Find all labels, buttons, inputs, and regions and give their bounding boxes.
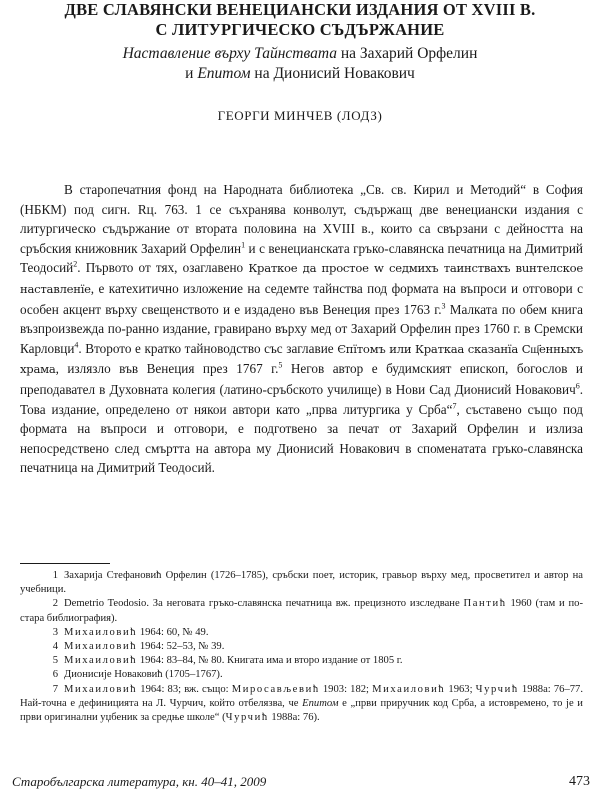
footnote-ref-3[interactable]: 3 [441, 301, 446, 311]
cited-author: Пантић [463, 598, 507, 610]
footnote-4 [20, 640, 583, 654]
cited-author: Михаиловић [64, 641, 138, 653]
footnote-text: 1963; [445, 683, 476, 695]
footnote-text: 1988а: 76). [268, 712, 320, 724]
footnote-text: 1964: 83; вж. също: [137, 683, 232, 695]
footnote-6 [20, 668, 583, 682]
subtitle-line-2 [0, 64, 600, 84]
body-text: , излязло във Венеция през 1767 г. [55, 361, 279, 377]
footnote-number: 1 [52, 570, 58, 581]
title-line-1: ДВЕ СЛАВЯНСКИ ВЕНЕЦИАНСКИ ИЗДАНИЯ ОТ XVIII В. [64, 0, 536, 19]
cited-author: Миросављевић [231, 683, 320, 695]
cited-author: Чурчић [225, 712, 269, 724]
footnote-text: 1964: 83–84, № 80. Книгата има и второ издание от 1805 г. [137, 655, 403, 667]
journal-citation: Старобългарска литература, кн. 40–41, 2009 [12, 774, 267, 789]
cited-author: Михаиловић [64, 655, 138, 667]
church-slavonic-title-1: Краткое да простое w седмихъ таинствахъ вuнтелское наставленїе [20, 261, 583, 296]
subtitle-italic-1: Наставление върху Тайнствата [122, 45, 337, 62]
footnote-text: е „први приручник код Срба, а истовремено, то је и први оригинални уџбеник за средње школе“ ( [20, 697, 583, 724]
body-text: , е катехитично изложение на седемте тайнства под формата на въпроси и отговори с особен акцент върху свещенството и е издадено във Венеция през 1763 г. [20, 280, 583, 317]
cited-author: Михаиловић [372, 683, 446, 695]
subtitle-text-2: на Дионисий Новакович [250, 65, 415, 82]
body-paragraph [20, 180, 583, 478]
author-name: ГЕОРГИ МИНЧЕВ (ЛОДЗ) [217, 108, 383, 123]
cited-author: Чурчић [475, 683, 519, 695]
footnote-ref-5[interactable]: 5 [278, 360, 283, 370]
footnote-2 [20, 597, 583, 625]
footnote-3 [20, 626, 583, 640]
footnote-5 [20, 654, 583, 668]
body-text: , съставено също под формата на въпроси и отговори, е подготвено за печат от Захарий Орфелин и излиза непосредствено след смъртта на автора му Дионисий Новакович в споменатата гръко-славянска печатница на Димитрий Теодосий. [20, 401, 583, 476]
footnotes [20, 569, 583, 725]
article-subtitle [0, 44, 600, 84]
footnote-1 [20, 569, 583, 597]
cited-title: Епитом [302, 697, 339, 709]
cited-author: Михаиловић [64, 626, 138, 638]
body-text: Негов автор е будимският епископ, богослов и преподавател в Духовната колегия (латино-сръбското училище) в Нови Сад Дионисий Новакович [20, 361, 583, 397]
footnote-divider [20, 563, 110, 564]
footnote-text: 1964: 60, № 49. [137, 626, 209, 638]
body-text: Малката по обем книга възпроизвежда по-ранно издание, гравирано върху мед от Захарий Орфелин през 1760 г. в Сремски Карловци [20, 301, 583, 356]
article-title [0, 0, 600, 40]
footnote-ref-1[interactable]: 1 [241, 240, 246, 250]
title-line-2: С ЛИТУРГИЧЕСКО СЪДЪРЖАНИЕ [155, 20, 445, 39]
subtitle-italic-2: Епитом [197, 65, 251, 82]
footnote-ref-4[interactable]: 4 [74, 340, 79, 350]
footnote-number: 6 [52, 669, 58, 681]
body-text: . Второто е кратко тайноводство със заглавие [78, 340, 338, 356]
body-text: . Това издание, определено от някои автори като „прва литургика у Срба“ [20, 381, 583, 417]
footnote-ref-2[interactable]: 2 [73, 259, 78, 269]
footnote-ref-7[interactable]: 7 [452, 401, 457, 411]
body-text: В старопечатния фонд на Народната библиотека „Св. св. Кирил и Методий“ в София (НБКМ) под сигн. Rц. 763. 1 се съхранява конволут, съдържащ две венециански издания с литургическо съдържание от втората половина на XVIII в., които са свързани с дейността на сръбския книжовник Захарий Орфелин [20, 182, 583, 256]
footnote-text: 1988а: 76–77. Най-точна е дефиницията на Л. Чурчич, който отбелязва, че [20, 683, 583, 709]
footnote-number: 7 [52, 683, 58, 695]
page-footer [12, 774, 590, 794]
footnote-text: Дионисије Новаковић (1705–1767). [64, 669, 223, 681]
footnote-ref-6[interactable]: 6 [575, 381, 580, 391]
cited-author: Михаиловић [64, 683, 138, 695]
footnote-number: 5 [52, 655, 58, 667]
subtitle-line-1 [0, 44, 600, 64]
footnote-text: Захарија Стефановић Орфелин (1726–1785), сръбски поет, историк, гравьор върху мед, просветител и автор на учебници. [20, 570, 583, 596]
footnote-text: Demetrio Teodosio. За неговата гръко-славянска печатница вж. прецизното изследване [64, 598, 464, 610]
subtitle-pre-2: и [185, 65, 198, 82]
footnote-text: 1960 (там и по-стара библиография). [20, 598, 584, 624]
footnote-text: 1964: 52–53, № 39. [137, 641, 225, 653]
footnote-7 [20, 683, 583, 726]
subtitle-text-1: на Захарий Орфелин [336, 45, 478, 62]
footnote-text: 1903: 182; [319, 683, 373, 695]
footnote-number: 4 [52, 641, 58, 653]
page-number: 473 [569, 774, 590, 789]
church-slavonic-title-2: Єпїтомъ или Краткаа сказанїа Сщ҃енныхъ храма [20, 341, 583, 377]
footnote-number: 2 [52, 598, 58, 610]
footnote-number: 3 [52, 626, 58, 638]
body-text: и с венецианската гръко-славянска печатница на Димитрий Теодосий [20, 240, 583, 276]
body-text: . Първото от тях, озаглавено [77, 260, 249, 276]
